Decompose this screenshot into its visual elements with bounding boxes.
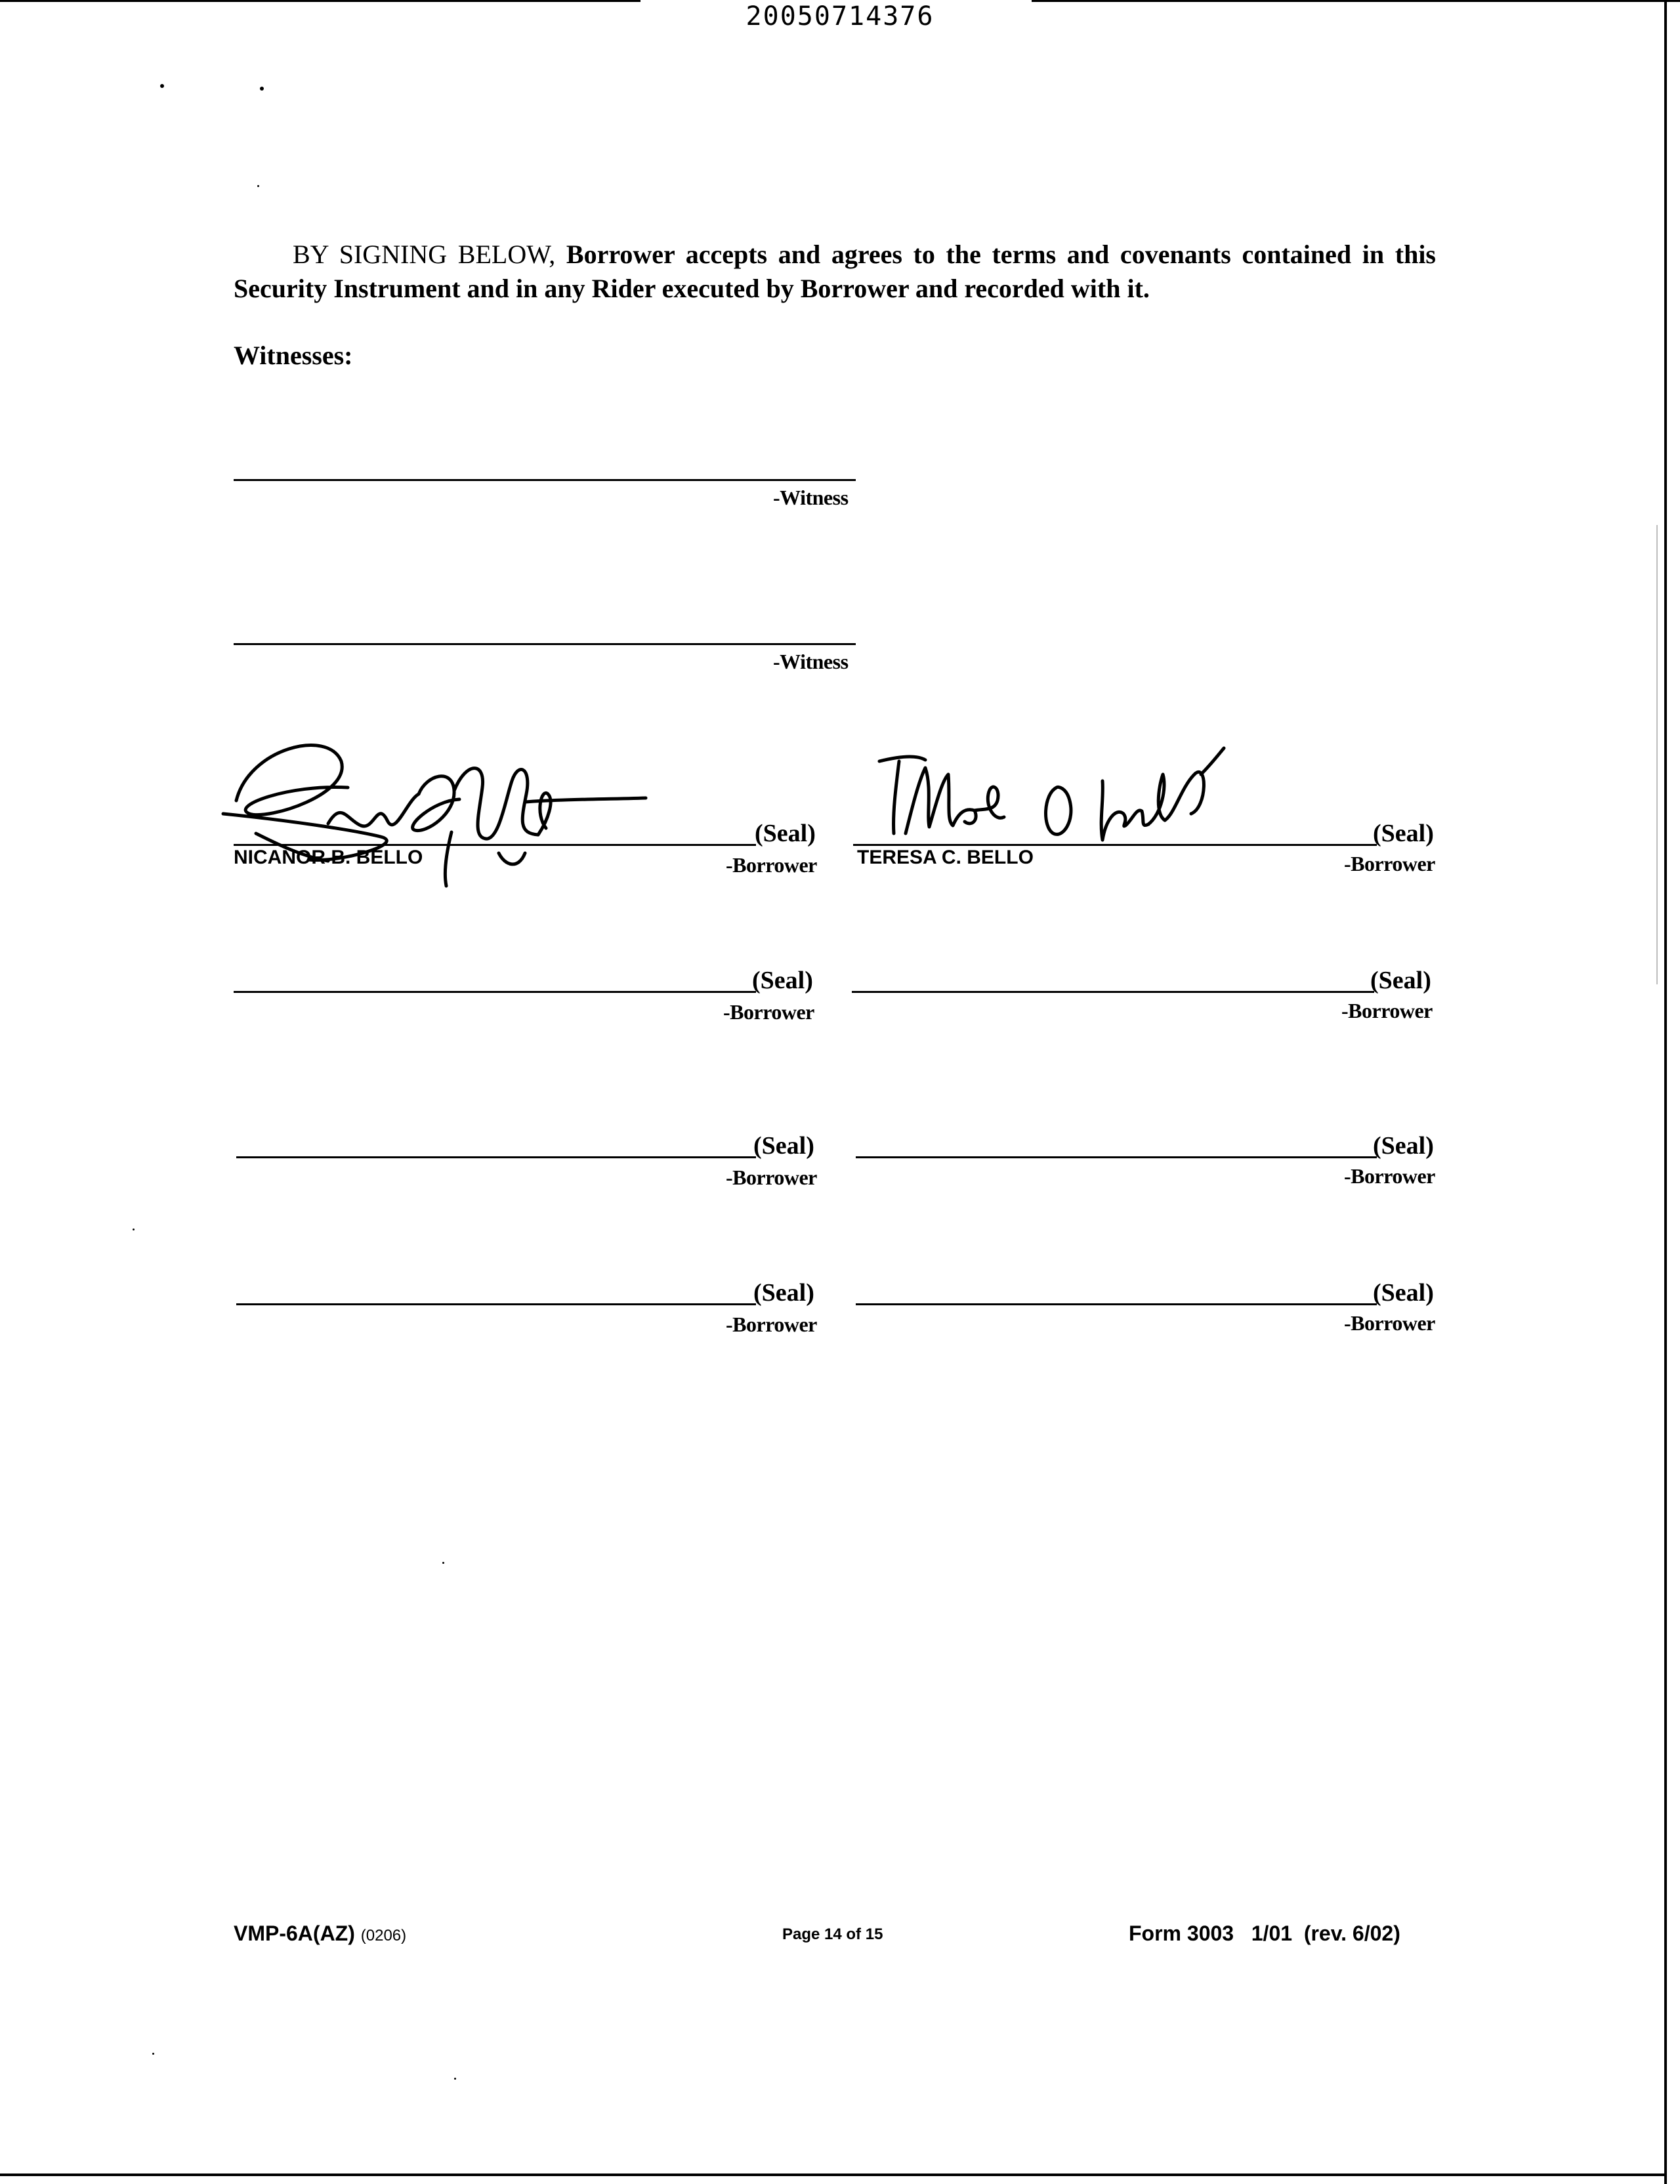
- scan-speck: [442, 1562, 444, 1564]
- witness-signature-line: [234, 479, 856, 481]
- borrower-7-signature-line: [236, 1303, 756, 1305]
- scan-speck: [133, 1228, 135, 1230]
- borrower-2-signature-image: [866, 748, 1234, 853]
- page-number: Page 14 of 15: [782, 1925, 883, 1943]
- witness-signature-line: [234, 643, 856, 645]
- borrower-4-signature-line: [852, 991, 1374, 993]
- borrower-2-role: -Borrower: [1344, 852, 1435, 875]
- borrower-6-signature-line: [856, 1156, 1377, 1158]
- borrower-1-signature-line: [234, 844, 756, 846]
- borrower-3-signature-line: [234, 991, 756, 993]
- scan-edge-right-faint: [1656, 525, 1658, 984]
- borrower-5-seal: (Seal): [753, 1132, 814, 1160]
- footer-form-id: [234, 1922, 406, 1946]
- scan-speck: [260, 87, 264, 91]
- borrower-1-seal: (Seal): [755, 820, 816, 847]
- borrower-8-role: -Borrower: [1344, 1311, 1435, 1335]
- borrower-2-signature-line: [853, 844, 1377, 846]
- borrower-2-seal: (Seal): [1373, 820, 1434, 847]
- borrower-6-seal: (Seal): [1373, 1132, 1434, 1160]
- form-id: VMP-6A(AZ): [234, 1922, 355, 1945]
- witness-label: -Witness: [773, 486, 849, 509]
- witnesses-label: Witnesses:: [234, 341, 353, 370]
- borrower-1-printed-name: NICANOR B. BELLO: [234, 847, 423, 868]
- borrower-4-seal: (Seal): [1370, 967, 1431, 994]
- borrower-2-printed-name: TERESA C. BELLO: [857, 847, 1034, 868]
- scan-speck: [257, 185, 259, 187]
- form-number: Form 3003 1/01 (rev. 6/02): [1129, 1922, 1400, 1945]
- borrower-3-role: -Borrower: [723, 1000, 814, 1024]
- borrower-5-role: -Borrower: [726, 1166, 817, 1189]
- document-number: 20050714376: [746, 1, 934, 32]
- signing-agreement-paragraph: [234, 238, 1436, 306]
- borrower-5-signature-line: [236, 1156, 756, 1158]
- borrower-8-seal: (Seal): [1373, 1279, 1434, 1307]
- scan-edge-bottom: [0, 2174, 1667, 2176]
- scan-edge-right: [1664, 0, 1667, 2184]
- borrower-7-role: -Borrower: [726, 1312, 817, 1336]
- borrower-7-seal: (Seal): [753, 1279, 814, 1307]
- borrower-8-signature-line: [856, 1303, 1377, 1305]
- scan-speck: [152, 2053, 154, 2055]
- scan-speck: [160, 84, 164, 88]
- scan-speck: [454, 2078, 456, 2080]
- witness-label: -Witness: [773, 650, 849, 673]
- paragraph-rest: Borrower accepts and agrees to the terms and covenants contained in this Security Instrument and in any Rider executed by Borrower and recorded with it.: [234, 240, 1436, 303]
- borrower-3-seal: (Seal): [752, 967, 813, 994]
- borrower-4-role: -Borrower: [1341, 999, 1433, 1022]
- borrower-6-role: -Borrower: [1344, 1164, 1435, 1188]
- form-code: (0206): [360, 1927, 407, 1944]
- borrower-1-role: -Borrower: [726, 853, 817, 877]
- paragraph-lead: BY SIGNING BELOW,: [293, 240, 566, 269]
